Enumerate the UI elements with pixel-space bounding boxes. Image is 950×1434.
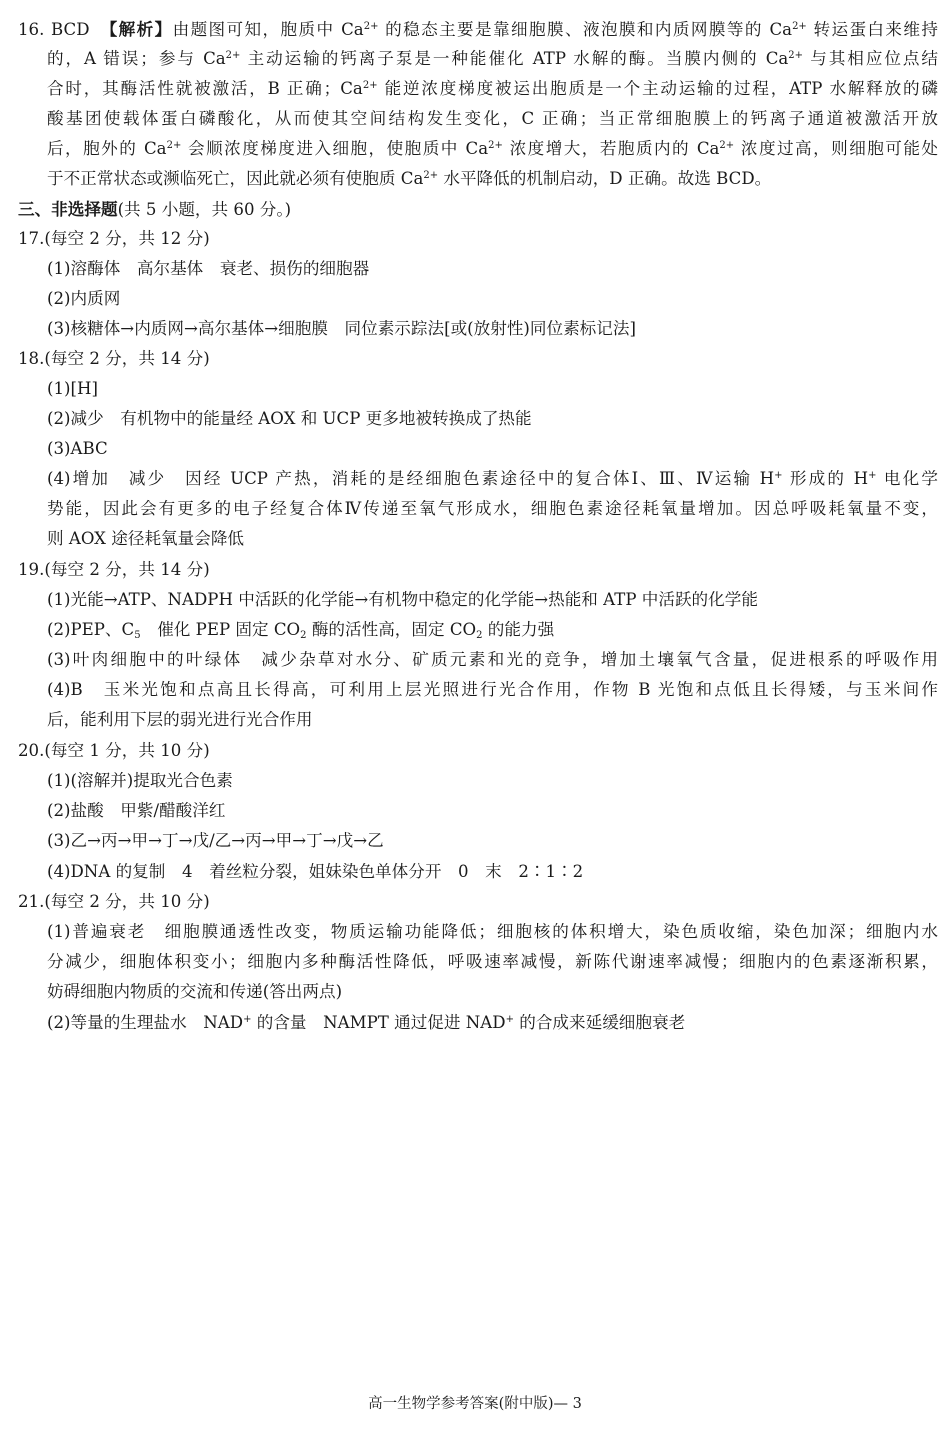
q18-answer-4-line-1: (4)增加 减少 因经 UCP 产热，消耗的是经细胞色素途径中的复合体Ⅰ、Ⅲ、Ⅳ运输 H+ 形成的 H+ 电化学	[47, 469, 939, 488]
q20-header: 20.(每空 1 分，共 10 分)	[18, 741, 210, 760]
q16-line-2: 的，A 错误；参与 $Ca^{2+}$ 主动运输的钙离子泵是一种能催化 ATP 水解的酶。当膜内侧的 $Ca^{2+}$ 与其相应位点结	[47, 49, 939, 68]
q20-answer-4: (4)DNA 的复制 4 着丝粒分裂，姐妹染色单体分开 0 末 2∶1∶2	[47, 862, 584, 881]
q18-answer-2: (2)减少 有机物中的能量经 AOX 和 UCP 更多地被转换成了热能	[47, 409, 532, 428]
q16-line-1: 16. BCD 【解析】由题图可知，胞质中 $Ca^{2+}$ 的稳态主要是靠细胞膜、液泡膜和内质网膜等的 $Ca^{2+}$ 转运蛋白来维持	[18, 19, 938, 39]
q19-answer-1: (1)光能→ATP、NADPH 中活跃的化学能→有机物中稳定的化学能→热能和 ATP 中活跃的化学能	[47, 590, 758, 609]
q17-answer-2: (2)内质网	[47, 289, 121, 308]
q20-answer-2: (2)盐酸 甲紫/醋酸洋红	[47, 801, 226, 820]
section-heading: 三、非选择题(共 5 小题，共 60 分。)	[18, 199, 292, 219]
q18-answer-4-line-2: 势能，因此会有更多的电子经复合体Ⅳ传递至氧气形成水，细胞色素途径耗氧量增加。因总呼吸耗氧量不变，	[47, 499, 938, 518]
q16-line-6: 于不正常状态或濒临死亡，因此就必须有使胞质 $Ca^{2+}$ 水平降低的机制启动，D 正确。故选 BCD。	[47, 169, 772, 188]
q21-answer-2: (2)等量的生理盐水 NAD+ 的含量 NAMPT 通过促进 NAD+ 的合成来延缓细胞衰老	[47, 1013, 686, 1032]
q16-line-3: 合时，其酶活性就被激活，B 正确；$Ca^{2+}$ 能逆浓度梯度被运出胞质是一个主动运输的过程，ATP 水解释放的磷	[47, 79, 938, 98]
q20-answer-1: (1)(溶解并)提取光合色素	[47, 771, 233, 790]
q18-answer-3: (3)ABC	[47, 439, 108, 458]
q18-header: 18.(每空 2 分，共 14 分)	[18, 349, 210, 368]
q19-answer-4-line-1: (4)B 玉米光饱和点高且长得高，可利用上层光照进行光合作用，作物 B 光饱和点低且长得矮，与玉米间作	[47, 680, 938, 699]
q19-header: 19.(每空 2 分，共 14 分)	[18, 560, 210, 579]
q18-answer-1: (1)[H]	[47, 379, 98, 398]
q16-line-4: 酸基团使载体蛋白磷酸化，从而使其空间结构发生变化，C 正确；当正常细胞膜上的钙离子通道被激活开放	[47, 109, 938, 128]
q16-line-5: 后，胞外的 $Ca^{2+}$ 会顺浓度梯度进入细胞，使胞质中 $Ca^{2+}$ 浓度增大，若胞质内的 $Ca^{2+}$ 浓度过高，则细胞可能处	[47, 139, 938, 158]
q21-answer-1-line-2: 分减少，细胞体积变小；细胞内多种酶活性降低，呼吸速率减慢，新陈代谢速率减慢；细胞内的色素逐渐积累，	[47, 952, 938, 971]
q21-header: 21.(每空 2 分，共 10 分)	[18, 892, 210, 911]
analysis-tag: 【解析】	[108, 19, 173, 39]
q21-answer-1-line-3: 妨碍细胞内物质的交流和传递(答出两点)	[47, 982, 343, 1001]
q19-answer-3: (3)叶肉细胞中的叶绿体 减少杂草对水分、矿质元素和光的竞争，增加土壤氧气含量，促进根系的呼吸作用	[47, 650, 938, 669]
q19-answer-4-line-2: 后，能利用下层的弱光进行光合作用	[47, 710, 313, 729]
page-footer: 高一生物学参考答案(附中版)— 3	[368, 1396, 582, 1412]
q17-answer-1: (1)溶酶体 高尔基体 衰老、损伤的细胞器	[47, 259, 370, 278]
q17-header: 17.(每空 2 分，共 12 分)	[18, 229, 210, 248]
q18-answer-4-line-3: 则 AOX 途径耗氧量会降低	[47, 529, 245, 548]
q21-answer-1-line-1: (1)普遍衰老 细胞膜通透性改变，物质运输功能降低；细胞核的体积增大，染色质收缩，染色加深；细胞内水	[47, 922, 938, 941]
q17-answer-3: (3)核糖体→内质网→高尔基体→细胞膜 同位素示踪法[或(放射性)同位素标记法]	[47, 319, 636, 338]
q19-answer-2: (2)PEP、$C_5$ 催化 PEP 固定 $CO_2$ 酶的活性高，固定 $CO_2$ 的能力强	[47, 620, 555, 641]
q20-answer-3: (3)乙→丙→甲→丁→戊/乙→丙→甲→丁→戊→乙	[47, 831, 384, 850]
